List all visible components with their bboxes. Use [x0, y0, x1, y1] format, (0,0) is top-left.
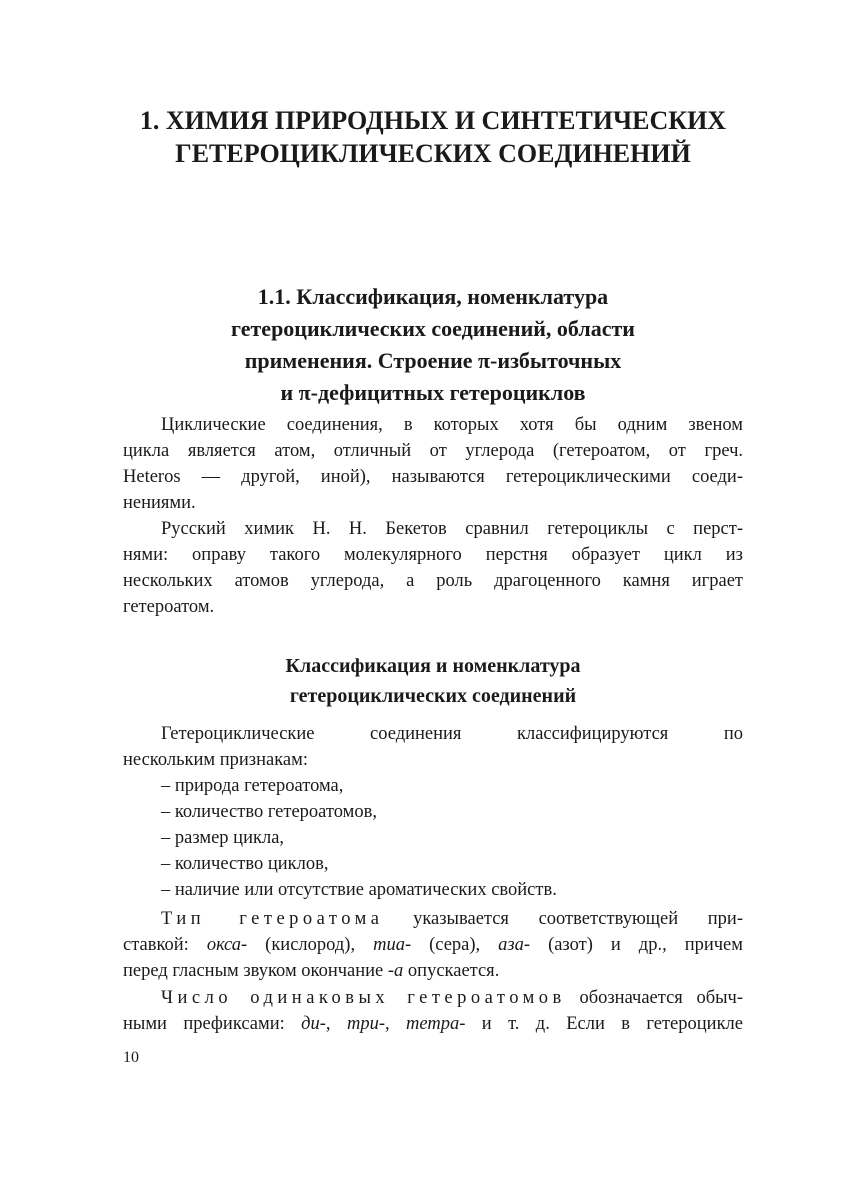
paragraph-definition — [123, 412, 743, 516]
chapter-title-line: 1. ХИМИЯ ПРИРОДНЫХ И СИНТЕТИЧЕСКИХ — [139, 106, 727, 135]
prefix-di: ди- — [301, 1014, 326, 1034]
paragraph-line: нями: оправу такого молекулярного перстня образует цикл из — [123, 545, 743, 565]
paragraph-beketov — [123, 516, 743, 620]
paragraph-line — [123, 1011, 743, 1037]
list-item: – количество циклов, — [161, 854, 329, 874]
list-item: – наличие или отсутствие ароматических свойств. — [161, 880, 557, 900]
paragraph-line: Гетероциклические соединения классифицируются по — [161, 724, 743, 744]
prefix-thia: тиа- — [373, 935, 412, 955]
paragraph-line: Heteros — другой, иной), называются гетероциклическими соеди- — [123, 467, 743, 487]
text-run: обозначается обыч- — [565, 988, 743, 1008]
subsection-title — [123, 651, 743, 711]
subsection-title-line: гетероциклических соединений — [289, 685, 577, 707]
paragraph-line: Циклические соединения, в которых хотя бы одним звеном — [161, 415, 743, 435]
paragraph-heteroatom-count — [123, 985, 743, 1037]
prefix-tri: три- — [346, 1014, 385, 1034]
text-run: , — [384, 1014, 407, 1034]
page-number: 10 — [123, 1049, 139, 1066]
paragraph-line: нескольким признакам: — [123, 750, 308, 770]
paragraph-line: нениями. — [123, 493, 196, 513]
section-title-line: 1.1. Классификация, номенклатура — [257, 284, 609, 309]
list-item: – размер цикла, — [161, 828, 285, 848]
text-run: ставкой: — [123, 935, 207, 955]
section-title-line: и π-дефицитных гетероциклов — [280, 380, 586, 405]
text-run: перед гласным звуком окончание — [123, 961, 388, 981]
section-title-line: гетероциклических соединений, области — [231, 316, 635, 341]
text-run: опускается. — [403, 961, 500, 981]
spaced-term: Тип гетероатома — [161, 909, 384, 929]
text-run: ными префиксами: — [123, 1014, 302, 1034]
paragraph-line: гетероатом. — [123, 597, 215, 617]
spaced-term: Число одинаковых гетероатомов — [161, 988, 566, 1008]
section-title — [123, 281, 743, 409]
paragraph-line — [123, 985, 743, 1011]
text-run: (азот) и др., причем — [530, 935, 743, 955]
text-run: (сера), — [411, 935, 499, 955]
text-run: (кислород), — [247, 935, 374, 955]
text-run: , — [325, 1014, 347, 1034]
paragraph-line: Русский химик Н. Н. Бекетов сравнил гетероциклы с перст- — [161, 519, 743, 539]
list-item: – количество гетероатомов, — [161, 802, 377, 822]
paragraph-line — [123, 932, 743, 958]
paragraph-classification — [123, 721, 743, 773]
prefix-aza: аза- — [498, 935, 531, 955]
list-item: – природа гетероатома, — [161, 776, 344, 796]
paragraph-line: нескольких атомов углерода, а роль драгоценного камня играет — [123, 571, 743, 591]
book-page — [123, 0, 743, 1182]
subsection-title-line: Классификация и номенклатура — [285, 655, 581, 677]
paragraph-line — [123, 906, 743, 932]
section-title-line: применения. Строение π-избыточных — [244, 348, 622, 373]
chapter-title — [103, 104, 763, 170]
prefix-oxa: окса- — [206, 935, 248, 955]
text-run: указывается соответствующей при- — [383, 909, 743, 929]
paragraph-heteroatom-type — [123, 906, 743, 984]
prefix-tetra: тетра- — [406, 1014, 466, 1034]
paragraph-line: цикла является атом, отличный от углерода (гетероатом, от греч. — [123, 441, 743, 461]
criteria-list — [161, 773, 557, 903]
chapter-title-line: ГЕТЕРОЦИКЛИЧЕСКИХ СОЕДИНЕНИЙ — [175, 139, 691, 168]
text-run: и т. д. Если в гетероцикле — [465, 1014, 744, 1034]
ending-a: -а — [387, 961, 404, 981]
paragraph-line — [123, 958, 743, 984]
